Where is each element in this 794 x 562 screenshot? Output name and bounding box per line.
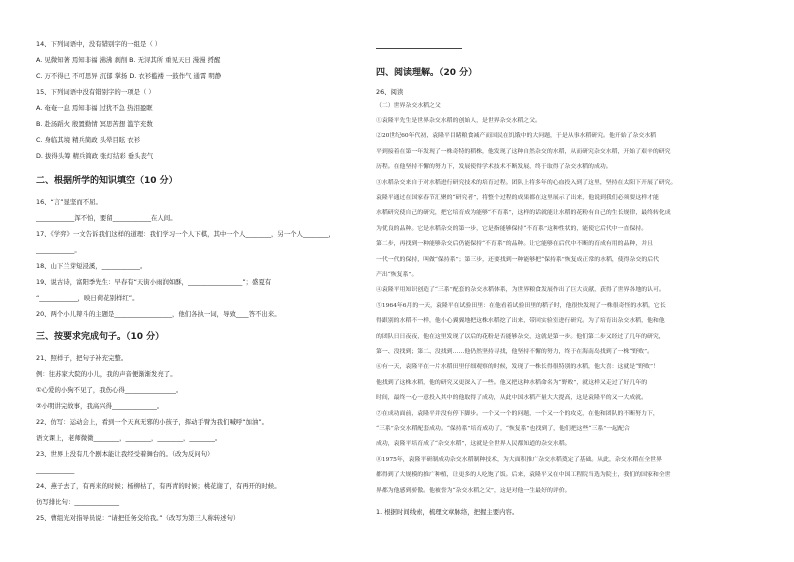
q17-continued: ____________。 <box>36 246 81 254</box>
q16-blank: ____________浑不怕，要留____________在人间。 <box>36 214 177 222</box>
q15-option-b: B. 赴汤蹈火 殷置勤情 冥思苦想 滥竽充数 <box>36 120 153 128</box>
passage-line: 成功，袁隆平培育成了“杂交水稻”，这就是全世界人民都知道的杂交水稻。 <box>376 441 571 448</box>
passage-line: 历程。在他坚持不懈的努力下，发展使得学术技术不断发展，终于取得了杂交水稻的成功。 <box>376 164 612 171</box>
passage-line: 时间，最终一心一意投入其中的他取得了成功，从此中国水稻产量大大提高，这是袁隆平的又一大成就。 <box>376 395 647 402</box>
q15-option-a: A. 奄奄一息 焉知非福 过犹不急 热泪盈眶 <box>36 104 153 112</box>
passage-line: 界都为他感到骄傲。他被誉为“杂交水稻之父”，这是对他一生最好的评价。 <box>376 487 571 494</box>
q19: 19、说古诗，富阳季先生：早春有“天街小雨润如酥，_________________”；盛夏有 <box>36 278 272 286</box>
q18: 18、山下兰芽短浸溪，____________。 <box>36 262 147 270</box>
q21-item-1: ①心爱的小狗不见了，我伤心得________________。 <box>36 386 183 394</box>
passage-line: 水稻研究使自己的研究，把它培育成为能够“不育系”，这样的话就能让水稻的花粉有自己的生长规律，最终转化成 <box>376 210 671 217</box>
q17: 17、《学弈》一文告诉我们这样的道理：我们学习一个人下棋，其中一个人________，另一个人________， <box>36 230 335 238</box>
q21: 21、照样子，把句子补充完整。 <box>36 354 128 362</box>
q21-example: 例：往苏家大院的小儿，我的声音便渐渐发亮了。 <box>36 370 177 378</box>
passage-line: 得跟别的水稻不一样，他小心翼翼地把这株水稻挖了出来，带回实验室进行研究。为了培育出杂交水稻，他和他 <box>376 318 665 325</box>
q14-options-ab: A. 见微知著 焉知非福 沸沸 刹削 B. 无浔其所 重见天日 漫漫 捋醒 <box>36 56 221 64</box>
q24: 24、燕子去了，有再来的时候；杨柳枯了，有再青的时候；桃花谢了，有再开的时候。 <box>36 482 281 490</box>
q25: 25、曹组光对指导员说：“请把任务交给我。”（改写为第三人称转述句） <box>36 514 240 522</box>
passage-line: 为优良的品种。它是水稻杂交的第一步，它是指能够保持“不育系”这种性状的，能使它后代中一直保持。 <box>376 225 648 232</box>
passage-line: 平到接着在第一年发现了一株奇特的稻株，他发现了这种自然杂交的水稻，从而研究杂交水稻，开始了艰辛的研究 <box>376 148 671 155</box>
section-2-title: 二、根据所学的知识填空（10 分） <box>36 176 178 186</box>
passage-line: 第二步，再找到一种能够杂交后仍能保持“不育系”的品种。让它能够在后代中不断的育成有用的品种，并且 <box>376 241 653 248</box>
passage-line: 都得到了大规模的推广种植，让更多的人吃饱了饭。后来，袁隆平又在中国工程院当选为院士，我们的国家和全世 <box>376 472 671 479</box>
q15-option-d: D. 拔得头筹 精兵简政 张灯结彩 垂头丧气 <box>36 152 154 160</box>
passage-line: 的团队日日夜夜，他在这里发现了以后的花粉是否能够杂交，这就是第一步。他们第二步又经过了几年的研究， <box>376 333 665 340</box>
passage-line: ⑥有一天，袁隆平在一片水稻田里仔细观察的时候，发现了一株长得很特别的水稻，他大喜：这就是“野败”！ <box>376 364 659 371</box>
passage-line: ④袁隆平用知识创造了“三系”配套的杂交水稻体系，为世界粮食发展作出了巨大贡献，获得了世界各地的认可。 <box>376 287 665 294</box>
q23: 23、世界上没有几个剧本能让我经受着舞台的。（改为反问句） <box>36 450 214 458</box>
passage-line: ⑦在成功面前，袁隆平并没有停下脚步。一个又一个的问题，一个又一个的攻克，在他和团队的不断努力下， <box>376 410 659 417</box>
passage-line: 他找到了这株水稻，他的研究又更深入了一些。他又把这种水稻命名为“野败”，就这样又走过了好几年的 <box>376 379 648 386</box>
passage-line: ①袁隆平先生是世界杂交水稻的创始人，是世界杂交水稻之父。 <box>376 118 541 124</box>
passage-line: ⑧1975年，袁隆平研制成功杂交水稻制种技术，为大面积推广杂交水稻奠定了基础。从此，杂交水稻在全世界 <box>376 456 662 463</box>
passage-line: “三系”杂交水稻配套成功。“保持系”培育成功了，“恢复系”也找到了，他们把这些“三系”一起配合 <box>376 426 630 432</box>
passage-line: 第一、没找到；第二、没找到……他仍然坚持寻找，他坚持不懈的努力，终于在海南岛找到了一株“野败”。 <box>376 349 653 355</box>
passage-line: 袁隆平通过在国家春节汇聚的“研究者”，将整个过程的成果都在这里展示了出来，他说到我们必须要这样才能 <box>376 195 659 201</box>
q14-options-cd: C. 万不得已 不可思异 沉郁 掌扬 D. 衣衫褴褛 一鼓作气 通霄 明静 <box>36 72 222 80</box>
q15-option-c: C. 身临其境 精兵简政 头晕目眩 衣衫 <box>36 136 141 144</box>
q19-continued: “____________，映日荷花别样红”。 <box>36 294 139 302</box>
reading-question-1: 1. 根据时间线索，梳理文章脉络，把握主要内容。 <box>376 508 519 516</box>
q24-continued: 仿写排比句：______________ <box>36 498 120 506</box>
section-3-title: 三、按要求完成句子。（10 分） <box>36 332 165 342</box>
passage-title: （二）世界杂交水稻之父 <box>376 103 441 109</box>
q21-item-2: ②小明讲完故事，我高兴得______________。 <box>36 402 164 410</box>
passage-line: ⑤1964年6月的一天，袁隆平在试验田里：在他看着试验田里的稻子时，他很快发现了一株很奇怪的水稻，它长 <box>376 302 666 309</box>
section-4-title: 四、阅读理解。（20 分） <box>376 68 478 78</box>
passage-line: 产出“恢复系”。 <box>376 272 418 278</box>
passage-line: ②20世纪60年代初，袁隆平目睹粮食减产而国民在饥饿中的大问题，于是从事水稻研究。他开始了杂交水稻 <box>376 133 657 140</box>
passage-line: ③水稻杂交来自于对水稻进行研究技术的培育过程。团队上将多年的心血投入到了这里，坚持在太阳下开展了研究。 <box>376 179 677 186</box>
q26: 26、阅读 <box>376 88 404 96</box>
passage-line: 一代一代的保持，叫做“保持系”；第三步，还要找到一种能够把“保持系”恢复成正常的水稻，使得杂交的后代 <box>376 256 660 263</box>
top-divider <box>376 48 462 49</box>
q16: 16、“言”显坚而不屈。 <box>36 198 102 206</box>
q22-continued: 语文课上，老师微微________，________，________，________。 <box>36 434 222 442</box>
q14-stem: 14、下列词语中，没有错别字的一组是（ ） <box>36 40 162 48</box>
q22: 22、仿写：运动会上，看到一个天真无邪的小孩子，挥动手臂为我们喊呼“加油”。 <box>36 418 269 426</box>
q20: 20、两个小儿辩斗的主题是__________________，他们各执一词，导致____答不出来。 <box>36 310 281 318</box>
q15-stem: 15、下列词语中没有错别字的一项是（ ） <box>36 88 155 96</box>
q23-answer-line: ____________ <box>36 466 75 474</box>
